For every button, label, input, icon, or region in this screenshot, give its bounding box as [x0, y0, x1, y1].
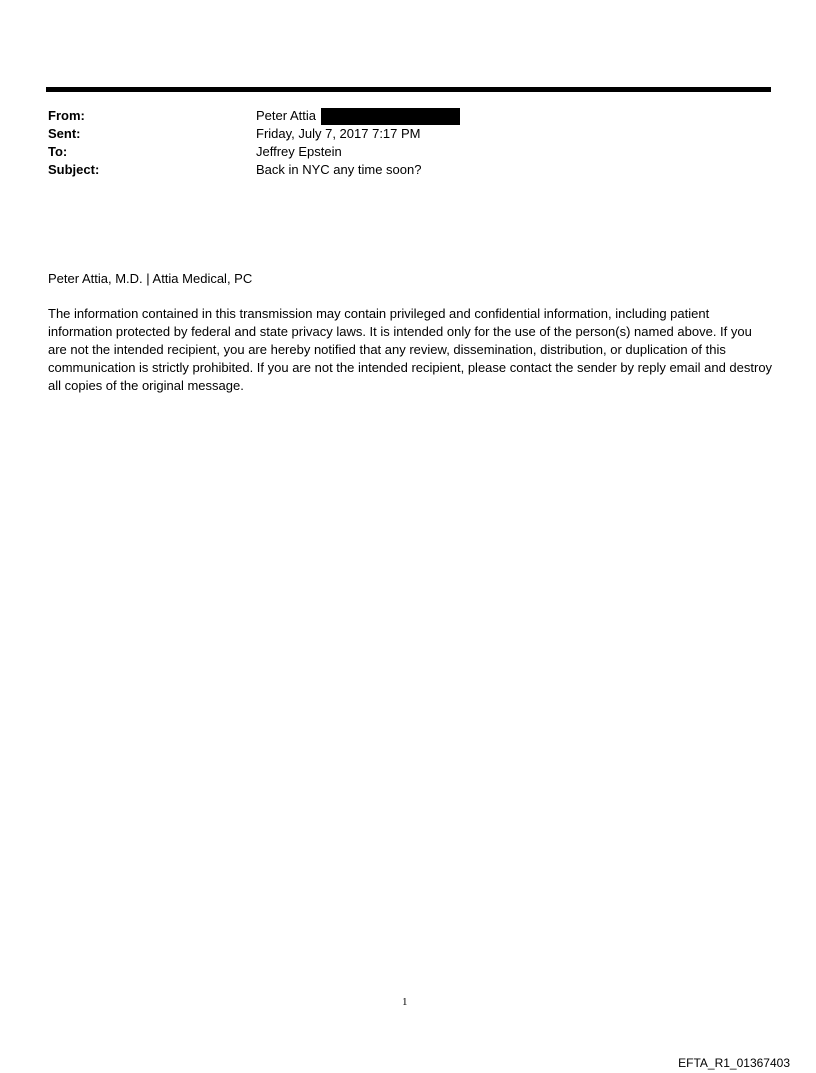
to-label: To: — [48, 144, 68, 159]
page-number: 1 — [402, 996, 408, 1008]
subject-row — [48, 161, 768, 179]
email-header — [48, 107, 768, 179]
from-value: Peter Attia — [256, 108, 316, 123]
email-signature: Peter Attia, M.D. | Attia Medical, PC — [48, 271, 253, 286]
subject-value: Back in NYC any time soon? — [256, 162, 422, 177]
to-value: Jeffrey Epstein — [256, 144, 342, 159]
subject-label: Subject: — [48, 162, 100, 177]
redaction-block — [321, 108, 460, 125]
sent-row — [48, 125, 768, 143]
to-row — [48, 143, 768, 161]
from-row — [48, 107, 768, 125]
header-divider — [46, 87, 771, 92]
sent-value: Friday, July 7, 2017 7:17 PM — [256, 126, 421, 141]
confidentiality-disclaimer: The information contained in this transmission may contain privileged and confidential information, including patient information protected by federal and state privacy laws. It is intended only for the use of the person(s) named above. If you are not the intended recipient, you are hereby notified that any review, dissemination, distribution, or duplication of this communication is strictly prohibited. If you are not the intended recipient, please contact the sender by reply email and destroy all copies of the original message. — [48, 306, 773, 393]
from-label: From: — [48, 108, 85, 123]
from-value-container — [256, 107, 460, 125]
document-id: EFTA_R1_01367403 — [678, 1056, 790, 1070]
sent-label: Sent: — [48, 126, 81, 141]
